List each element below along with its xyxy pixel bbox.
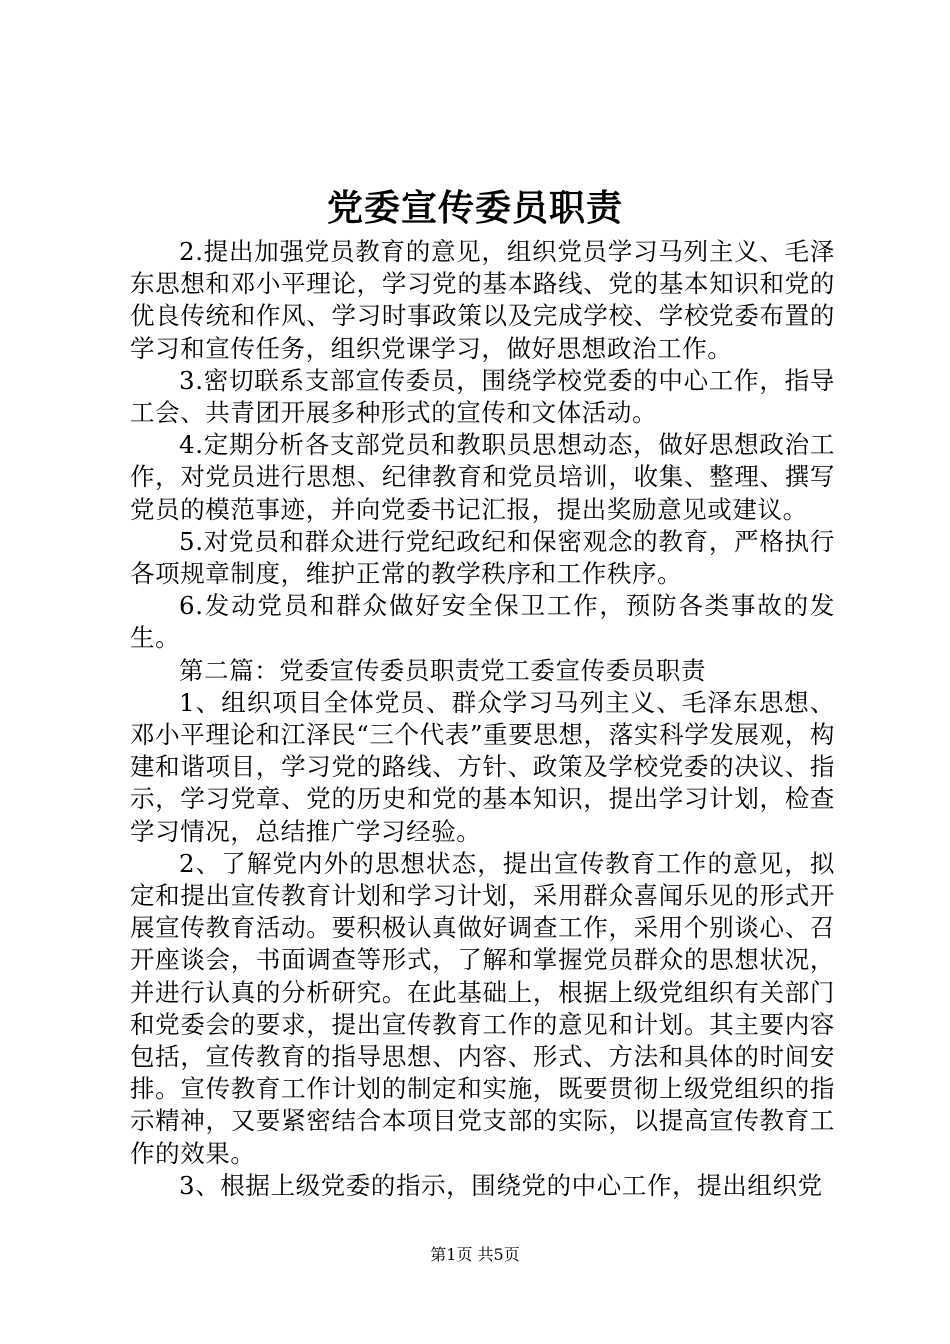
section-heading: 第二篇：党委宣传委员职责党工委宣传委员职责 [179, 655, 707, 685]
paragraph: 4.定期分析各支部党员和教职员思想动态，做好思想政治工作，对党员进行思想、纪律教育和党员培训，收集、整理、撰写党员的模范事迹，并向党委书记汇报，提出奖励意见或建议。 [130, 430, 835, 524]
paragraph: 5.对党员和群众进行党纪政纪和保密观念的教育，严格执行各项规章制度，维护正常的教学秩序和工作秩序。 [130, 526, 835, 589]
paragraph: 2.提出加强党员教育的意见，组织党员学习马列主义、毛泽东思想和邓小平理论，学习党的基本路线、党的基本知识和党的优良传统和作风、学习时事政策以及完成学校、学校党委布置的学习和宣传任务，组织党课学习，做好思想政治工作。 [130, 237, 835, 363]
paragraph: 6.发动党员和群众做好安全保卫工作，预防各类事故的发生。 [130, 591, 835, 653]
document-body [130, 236, 835, 1202]
paragraph: 3、根据上级党委的指示，围绕党的中心工作，提出组织党 [179, 1170, 823, 1200]
paragraph: 1、组织项目全体党员、群众学习马列主义、毛泽东思想、邓小平理论和江泽民“三个代表”重要思想，落实科学发展观，构建和谐项目，学习党的路线、方针、政策及学校党委的决议、指示，学习党章、党的历史和党的基本知识，提出学习计划，检查学习情况，总结推广学习经验。 [130, 687, 835, 846]
paragraph: 3.密切联系支部宣传委员，围绕学校党委的中心工作，指导工会、共青团开展多种形式的宣传和文体活动。 [130, 365, 835, 428]
paragraph: 2、了解党内外的思想状态，提出宣传教育工作的意见，拟定和提出宣传教育计划和学习计划，采用群众喜闻乐见的形式开展宣传教育活动。要积极认真做好调查工作，采用个别谈心、召开座谈会，书面调查等形式，了解和掌握党员群众的思想状况，并进行认真的分析研究。在此基础上，根据上级党组织有关部门和党委会的要求，提出宣传教育工作的意见和计划。其主要内容包括，宣传教育的指导思想、内容、形式、方法和具体的时间安排。宣传教育工作计划的制定和实施，既要贯彻上级党组织的指示精神，又要紧密结合本项目党支部的实际，以提高宣传教育工作的效果。 [130, 848, 835, 1168]
page-number-footer: 第1页 共5页 [430, 1245, 520, 1264]
page-title: 党委宣传委员职责 [326, 187, 623, 229]
